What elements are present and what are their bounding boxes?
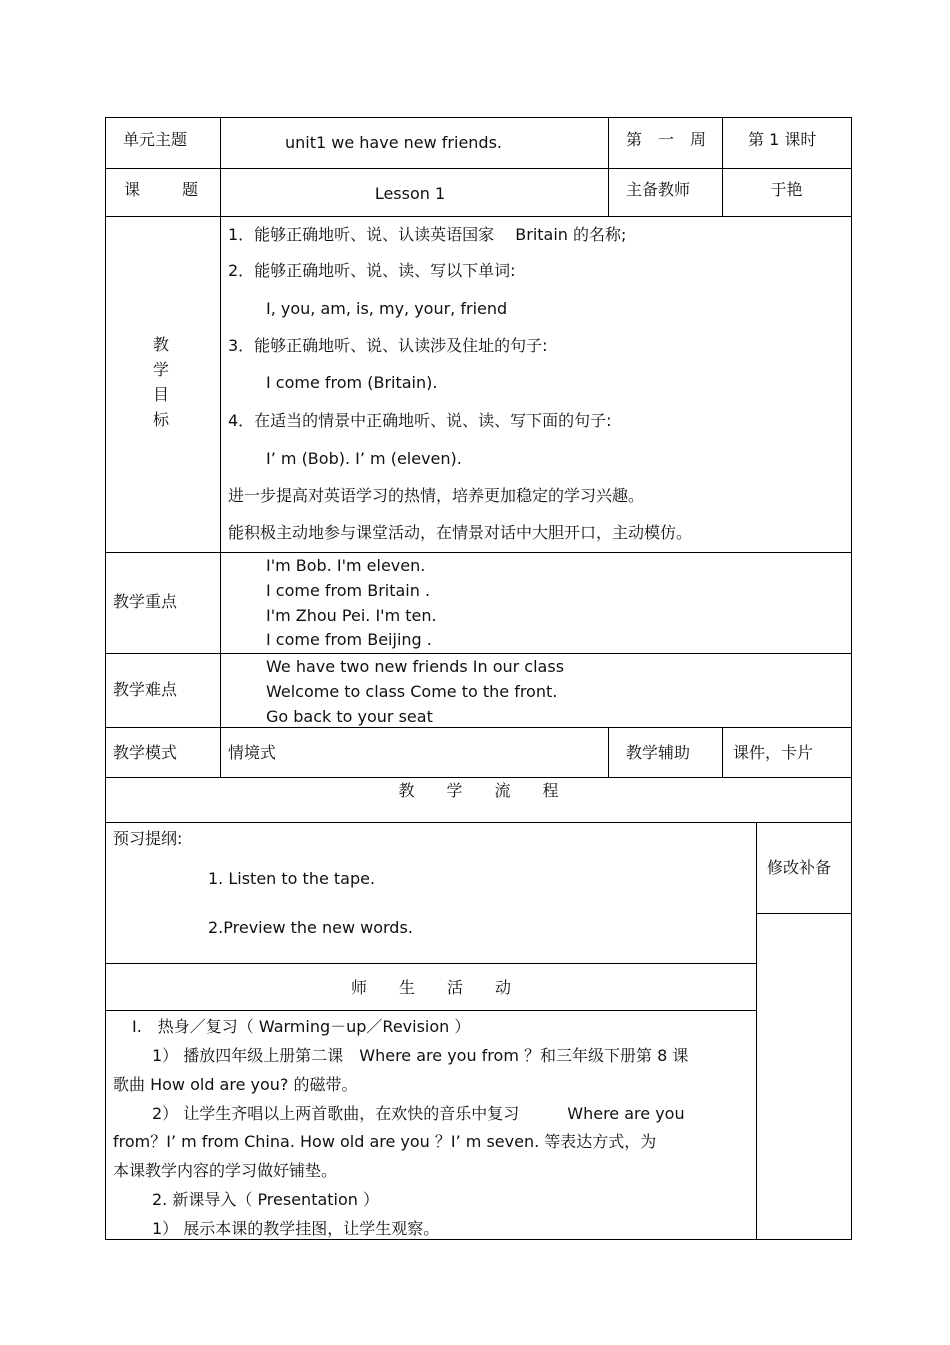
mode-label: 教学模式: [113, 743, 178, 762]
rule: [105, 1010, 757, 1011]
activity-line: 1） 播放四年级上册第二课 Where are you from ？和三年级下册第 8 课: [152, 1046, 689, 1065]
activity-line: 本课教学内容的学习做好铺垫。: [113, 1161, 338, 1180]
activity-title: 师 生 活 动: [350, 978, 511, 997]
rule: [608, 117, 609, 217]
key-point-line: I come from Britain .: [266, 581, 431, 600]
objective-line: 2．能够正确地听、说、读、写以下单词:: [228, 261, 516, 280]
teaching-aid-label: 教学辅助: [626, 743, 691, 762]
teaching-aid-value: 课件，卡片: [733, 743, 814, 762]
objective-line: 能积极主动地参与课堂活动，在情景对话中大胆开口，主动模仿。: [228, 523, 693, 542]
difficulty-line: Go back to your seat: [266, 707, 433, 726]
objective-line: 4．在适当的情景中正确地听、说、读、写下面的句子:: [228, 411, 612, 430]
lesson-label: 题: [182, 180, 199, 199]
rule: [105, 727, 852, 728]
rule: [105, 963, 757, 964]
preview-item: 1. Listen to the tape.: [208, 869, 376, 888]
objective-line: 3．能够正确地听、说、认读涉及住址的句子:: [228, 336, 548, 355]
lesson-label: 课: [124, 180, 141, 199]
rule: [105, 117, 852, 118]
mode-value: 情境式: [228, 743, 277, 762]
rule: [722, 727, 723, 778]
objectives-label-char: 目: [153, 385, 170, 404]
key-point-line: I'm Bob. I'm eleven.: [266, 556, 426, 575]
rule: [105, 777, 852, 778]
activity-line: 1） 展示本课的教学挂图，让学生观察。: [152, 1219, 440, 1238]
rule: [105, 117, 106, 1240]
unit-label: 单元主题: [123, 130, 188, 149]
teacher-label: 主备教师: [626, 180, 691, 199]
flow-title: 教 学 流 程: [398, 781, 559, 800]
key-points-label: 教学重点: [113, 592, 178, 611]
preview-item: 2.Preview the new words.: [208, 918, 413, 937]
objectives-label-char: 学: [153, 360, 170, 379]
activity-line: 歌曲 How old are you? 的磁带。: [113, 1075, 358, 1094]
activity-line: from？I’ m from China. How old are you ？I’ m seven. 等表达方式，为: [113, 1132, 657, 1151]
activity-line: I. 热身／复习（ Warming－up／Revision ）: [132, 1017, 471, 1036]
objective-line: 1．能够正确地听、说、认读英语国家 Britain 的名称;: [228, 225, 627, 244]
rule: [105, 1239, 852, 1240]
difficulties-label: 教学难点: [113, 680, 178, 699]
activity-line: 2. 新课导入（ Presentation ）: [152, 1190, 380, 1209]
key-point-line: I'm Zhou Pei. I'm ten.: [266, 606, 437, 625]
rule: [722, 117, 723, 217]
rule: [608, 727, 609, 778]
rule: [105, 552, 852, 553]
period-label: 第 1 课时: [748, 130, 817, 149]
objective-line: I come from (Britain).: [266, 373, 438, 392]
rule: [105, 653, 852, 654]
rule: [105, 216, 852, 217]
key-point-line: I come from Beijing .: [266, 630, 432, 649]
rule: [756, 822, 757, 1240]
preview-label: 预习提纲:: [113, 829, 183, 848]
rule: [851, 117, 852, 1240]
objective-line: I, you, am, is, my, your, friend: [266, 299, 508, 318]
lesson-value: Lesson 1: [374, 184, 446, 203]
revision-notes-label: 修改补备: [767, 858, 832, 877]
objective-line: 进一步提高对英语学习的热情，培养更加稳定的学习兴趣。: [228, 486, 645, 505]
rule: [220, 117, 221, 778]
rule: [105, 822, 852, 823]
objectives-label-char: 教: [153, 335, 170, 354]
difficulty-line: We have two new friends In our class: [266, 657, 565, 676]
activity-line: 2） 让学生齐唱以上两首歌曲，在欢快的音乐中复习 Where are you: [152, 1104, 685, 1123]
teacher-value: 于艳: [770, 180, 803, 199]
week-label: 第 一 周: [626, 130, 707, 149]
unit-value: unit1 we have new friends.: [285, 133, 502, 152]
objective-line: I’ m (Bob). I’ m (eleven).: [266, 449, 462, 468]
rule: [105, 168, 852, 169]
rule: [756, 913, 852, 914]
difficulty-line: Welcome to class Come to the front.: [266, 682, 558, 701]
objectives-label-char: 标: [153, 410, 170, 429]
